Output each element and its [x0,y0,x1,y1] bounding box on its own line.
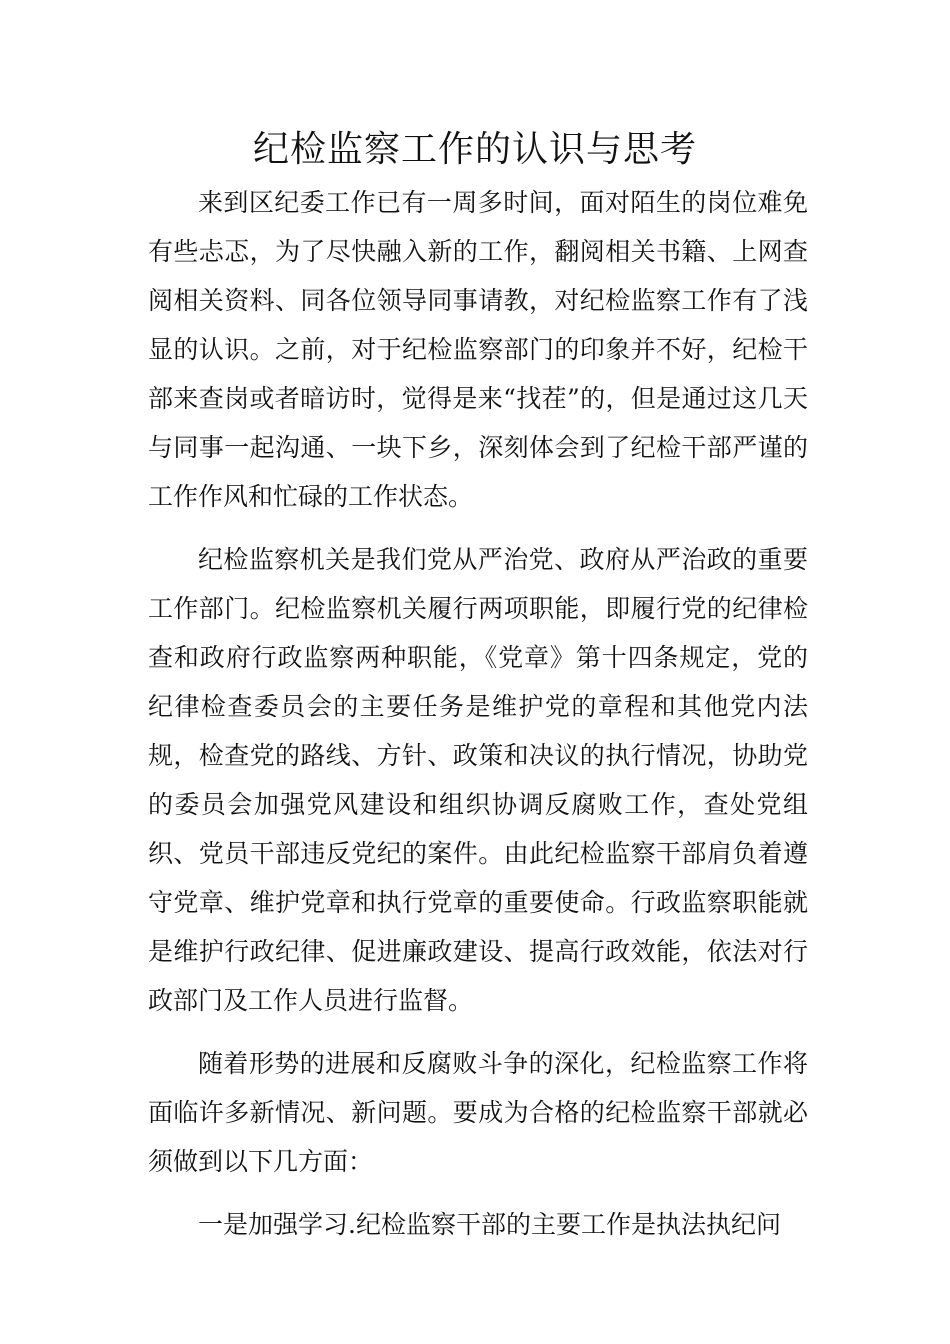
paragraph-1: 来到区纪委工作已有一周多时间，面对陌生的岗位难免有些忐忑，为了尽快融入新的工作，翻阅相关书籍、上网查阅相关资料、同各位领导同事请教，对纪检监察工作有了浅显的认识。之前，对于纪检监察部门的印象并不好，纪检干部来查岗或者暗访时，觉得是来“找茬”的，但是通过这几天与同事一起沟通、一块下乡，深刻体会到了纪检干部严谨的工作作风和忙碌的工作状态。 [148,188,808,511]
document-title: 纪检监察工作的认识与思考 [252,129,697,170]
paragraph-2: 纪检监察机关是我们党从严治党、政府从严治政的重要工作部门。纪检监察机关履行两项职能，即履行党的纪律检查和政府行政监察两种职能，《党章》第十四条规定，党的纪律检查委员会的主要任务是维护党的章程和其他党内法规，检查党的路线、方针、政策和决议的执行情况，协助党的委员会加强党风建设和组织协调反腐败工作，查处党组织、党员干部违反党纪的案件。由此纪检监察干部肩负着遵守党章、维护党章和执行党章的重要使命。行政监察职能就是维护行政纪律、促进廉政建设、提高行政效能，依法对行政部门及工作人员进行监督。 [148,545,808,1015]
paragraph-4: 一是加强学习.纪检监察干部的主要工作是执法执纪问 [198,1210,781,1239]
document-body [148,178,808,1249]
paragraph-3: 随着形势的进展和反腐败斗争的深化，纪检监察工作将面临许多新情况、新问题。要成为合格的纪检监察干部就必须做到以下几方面： [148,1049,808,1176]
